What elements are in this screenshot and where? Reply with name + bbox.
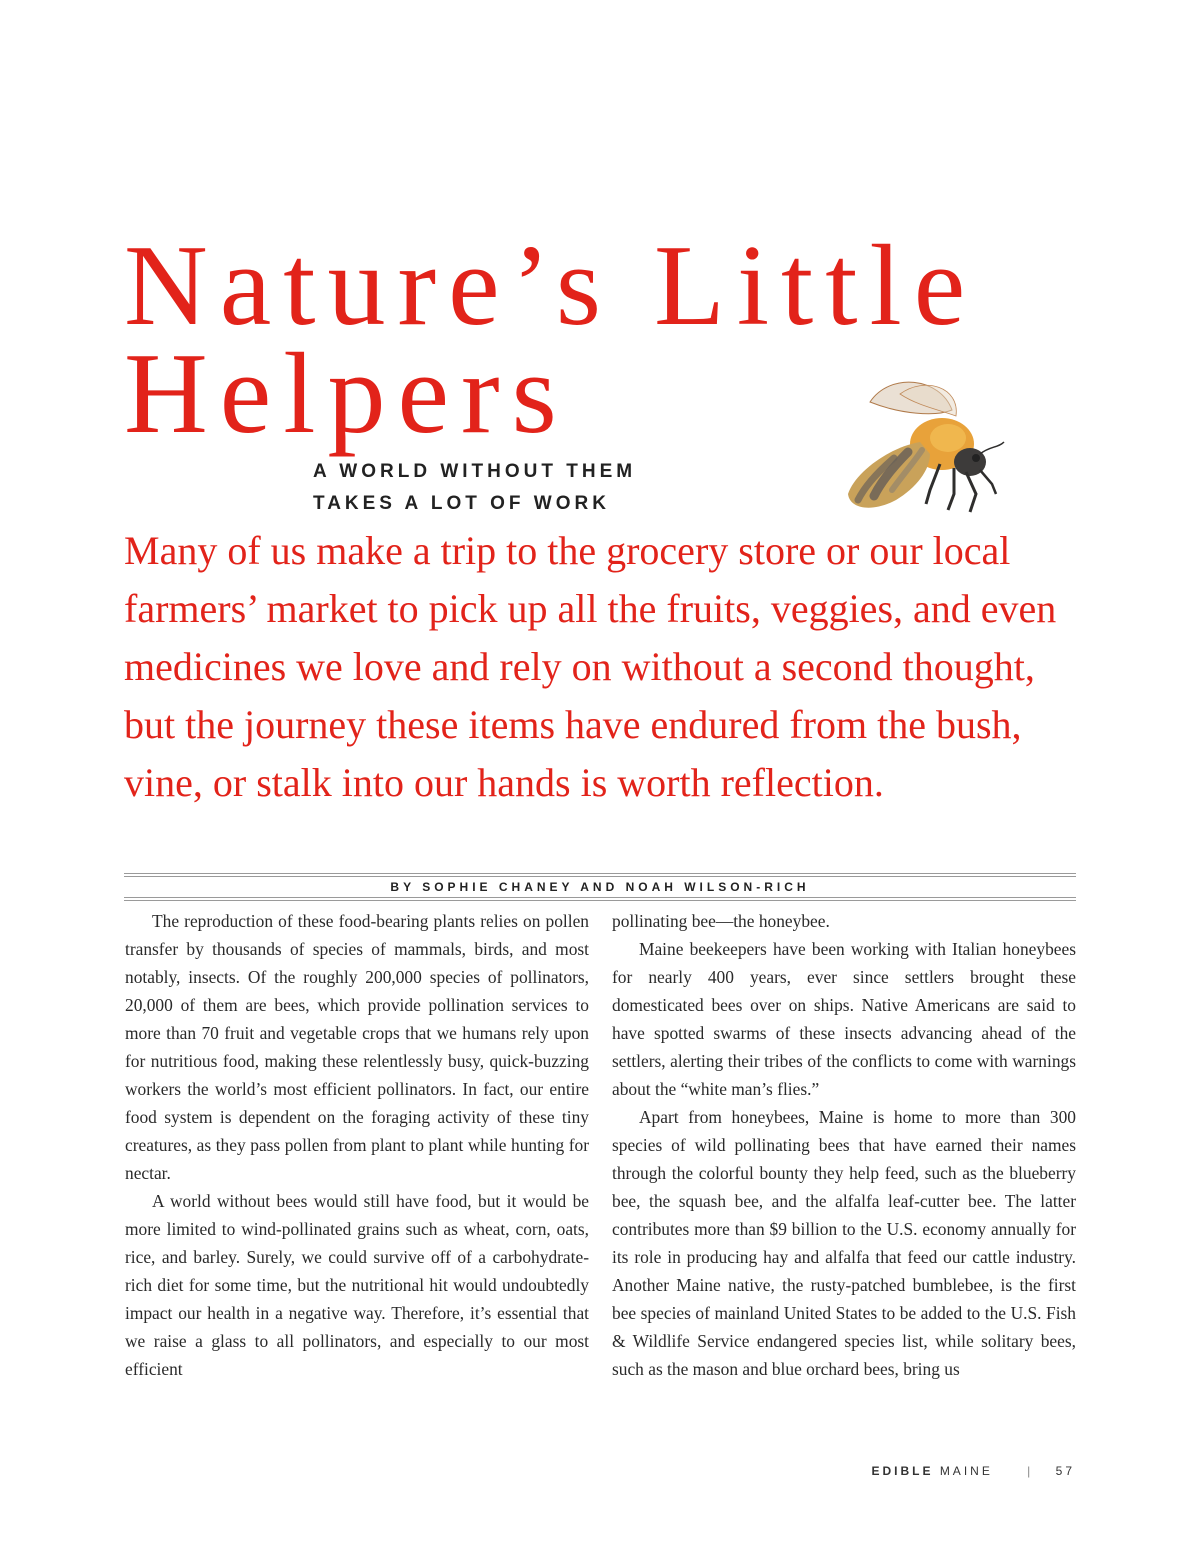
body-column-right xyxy=(612,907,1076,1383)
byline-rule-bottom-inner xyxy=(124,900,1076,901)
article-deck: Many of us make a trip to the grocery store or our local farmers’ market to pick up all the fruits, veggies, and even medicines we love and rely on without a second thought, but the journey these items have endured from the bush, vine, or stalk into our hands is worth reflection. xyxy=(124,528,1057,805)
headline-line-1: Nature’s Little xyxy=(124,222,978,350)
body-paragraph: A world without bees would still have food, but it would be more limited to wind-pollinated grains such as wheat, corn, oats, rice, and barley. Surely, we could survive off of a carbohydrate-rich diet for some time, but the nutritional hit would undoubtedly impact our health in a negative way. Therefore, it’s essential that we raise a glass to all pollinators, and especially to our most efficient xyxy=(125,1191,589,1379)
body-paragraph: Apart from honeybees, Maine is home to more than 300 species of wild pollinating bees that have earned their names through the colorful bounty they help feed, such as the blueberry bee, the squash bee, and the alfalfa leaf-cutter bee. The latter contributes more than $9 billion to the U.S. economy annually for its role in producing hay and alfalfa that feed our cattle industry. Another Maine native, the rusty-patched bumblebee, is the first bee species of mainland United States to be added to the U.S. Fish & Wildlife Service endangered species list, while solitary bees, such as the mason and blue orchard bees, bring us xyxy=(612,1107,1076,1379)
body-paragraph: Maine beekeepers have been working with Italian honeybees for nearly 400 years, ever since settlers brought these domesticated bees over on ships. Native Americans are said to have spotted swarms of these insects advancing ahead of the settlers, alerting their tribes of the conflicts to come with warnings about the “white man’s flies.” xyxy=(612,939,1076,1099)
body-paragraph: The reproduction of these food-bearing plants relies on pollen transfer by thousands of species of mammals, birds, and most notably, insects. Of the roughly 200,000 species of pollinators, 20,000 of them are bees, which provide pollination services to more than 70 fruit and vegetable crops that we humans rely upon for nutritious food, making these relentlessly busy, quick-buzzing workers the world’s most efficient pollinators. In fact, our entire food system is dependent on the foraging activity of these tiny creatures, as they pass pollen from plant to plant while hunting for nectar. xyxy=(125,911,589,1183)
subtitle-line-1: A WORLD WITHOUT THEM xyxy=(313,461,637,482)
footer-publication: MAINE xyxy=(939,1464,993,1478)
byline-rule-bottom xyxy=(124,897,1076,898)
article-subtitle xyxy=(313,456,636,520)
article-byline: BY SOPHIE CHANEY AND NOAH WILSON-RICH xyxy=(390,880,810,894)
footer-separator: | xyxy=(1027,1464,1034,1478)
byline-rule-top-inner xyxy=(124,876,1076,877)
honeybee-illustration-icon xyxy=(830,372,1010,522)
page-number: 57 xyxy=(1055,1464,1075,1478)
page-footer xyxy=(871,1464,1075,1478)
footer-brand: EDIBLE xyxy=(871,1464,934,1478)
body-column-left xyxy=(125,907,589,1383)
body-paragraph: pollinating bee—the honeybee. xyxy=(612,911,830,931)
byline-rule-top xyxy=(124,873,1076,874)
headline-line-2: Helpers xyxy=(124,330,569,458)
subtitle-line-2: TAKES A LOT OF WORK xyxy=(313,493,610,514)
